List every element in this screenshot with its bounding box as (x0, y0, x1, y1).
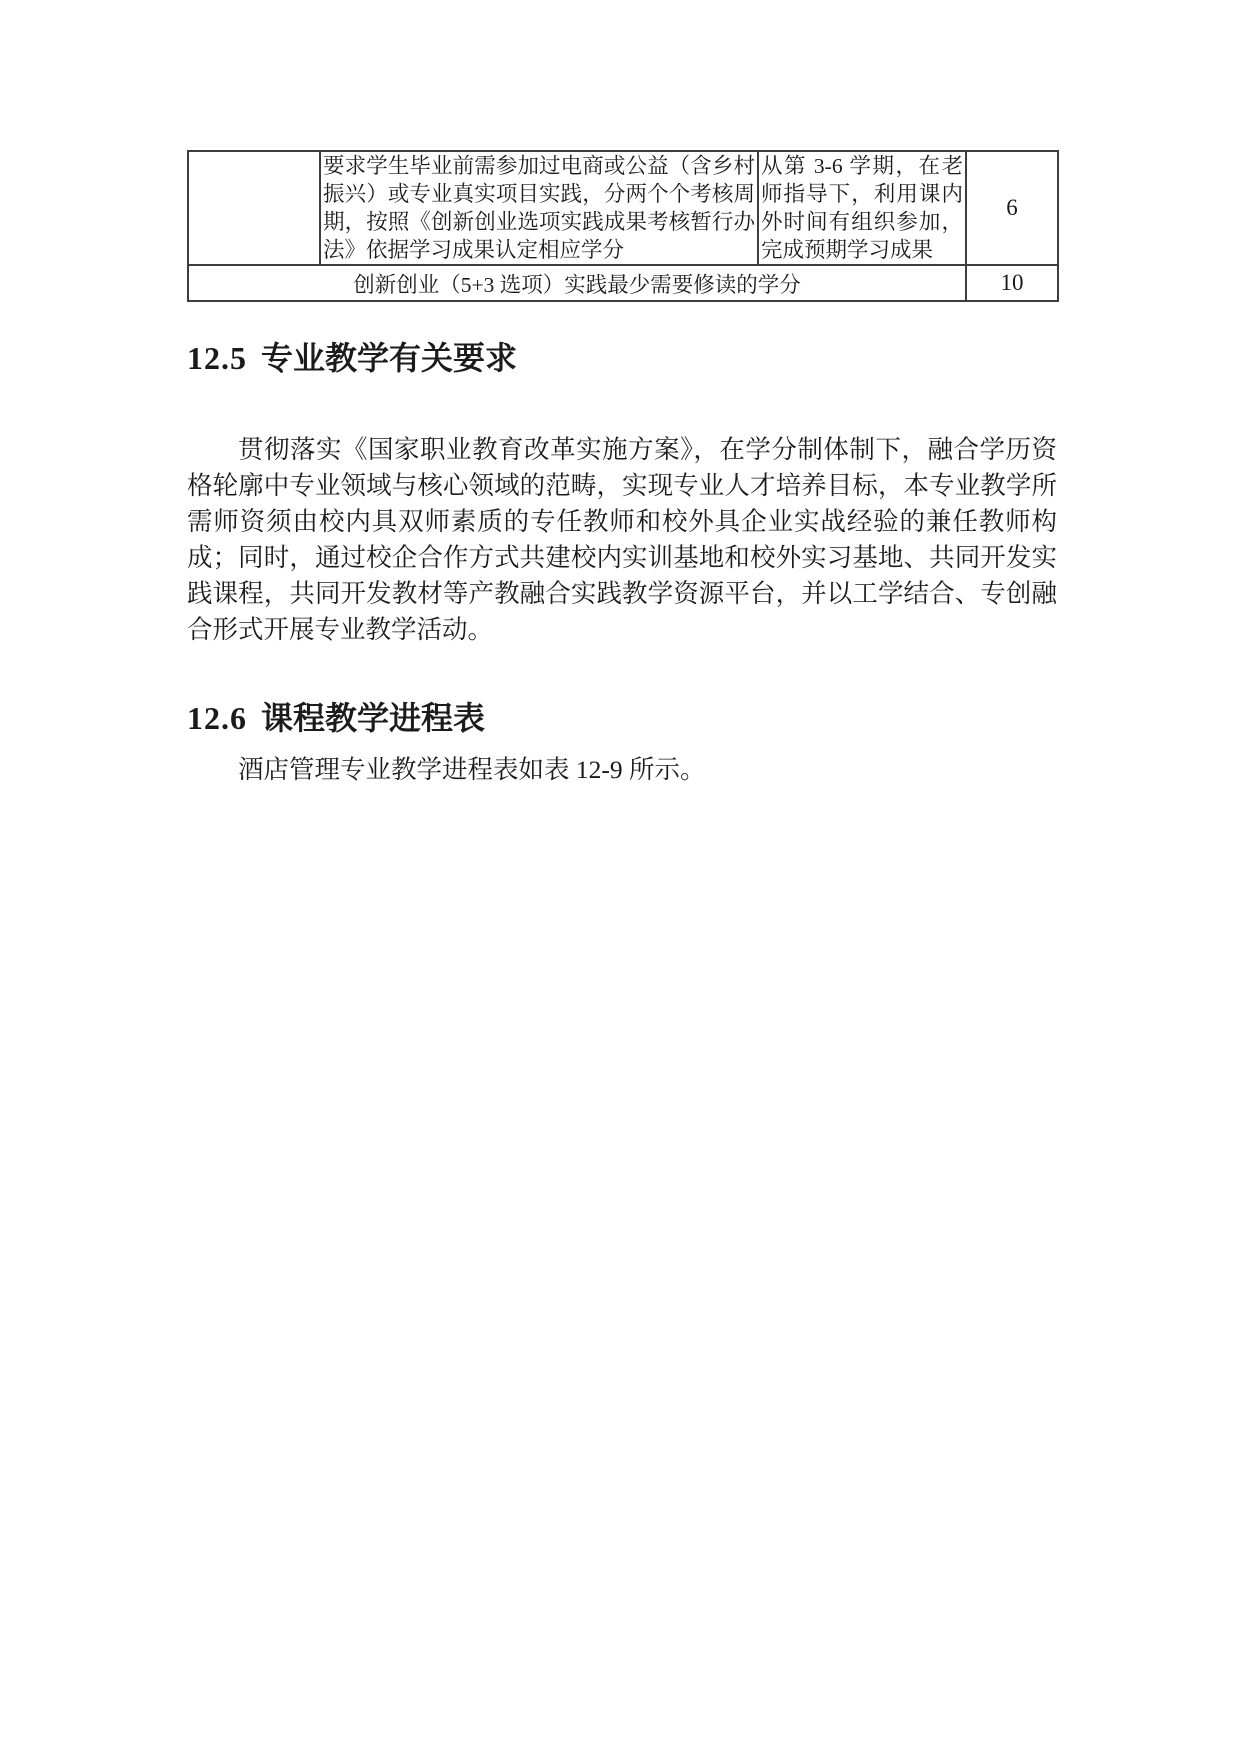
section-number: 12.6 (187, 700, 247, 736)
paragraph-line: 合形式开展专业教学活动。 (187, 615, 494, 644)
schedule-line: 外时间有组织参加， (761, 210, 963, 234)
requirement-line: 要求学生毕业前需参加过电商或公益（含乡村 (323, 154, 755, 178)
requirement-line: 法》依据学习成果认定相应学分 (323, 238, 625, 262)
credits-table (187, 150, 1059, 302)
section-title: 课程教学进程表 (261, 700, 486, 736)
section-heading-12-5 (187, 336, 517, 380)
paragraph-line: 需师资须由校内具双师素质的专任教师和校外具企业实战经验的兼任教师构 (187, 507, 1057, 536)
paragraph-line: 贯彻落实《国家职业教育改革实施方案》，在学分制体制下，融合学历资 (238, 435, 1057, 464)
table-reference-caption: 酒店管理专业教学进程表如表 12-9 所示。 (238, 755, 706, 784)
table-cell-total-label: 创新创业（5+3 选项）实践最少需要修读的学分 (188, 265, 966, 301)
section-number: 12.5 (187, 340, 247, 376)
table-row-total (188, 265, 1058, 301)
table-row-practice (188, 151, 1058, 265)
paragraph-line: 格轮廓中专业领域与核心领域的范畴，实现专业人才培养目标，本专业教学所 (187, 471, 1057, 500)
schedule-line: 完成预期学习成果 (761, 238, 934, 262)
table-cell-schedule (758, 151, 966, 265)
section-title: 专业教学有关要求 (261, 340, 518, 376)
paragraph-line: 践课程，共同开发教材等产教融合实践教学资源平台，并以工学结合、专创融 (187, 579, 1057, 608)
table-cell-empty (188, 151, 320, 265)
section-heading-12-6 (187, 696, 485, 740)
schedule-line: 师指导下，利用课内 (761, 182, 963, 206)
teaching-requirements-paragraph (187, 432, 1057, 648)
requirement-line: 期，按照《创新创业选项实践成果考核暂行办 (323, 210, 755, 234)
table-cell-total-credits: 10 (966, 265, 1058, 301)
table-cell-requirement (320, 151, 758, 265)
schedule-line: 从第 3-6 学期，在老 (761, 154, 963, 178)
requirement-line: 振兴）或专业真实项目实践，分两个个考核周 (323, 182, 755, 206)
table-cell-credits-value: 6 (966, 151, 1058, 265)
paragraph-line: 成；同时，通过校企合作方式共建校内实训基地和校外实习基地、共同开发实 (187, 543, 1057, 572)
